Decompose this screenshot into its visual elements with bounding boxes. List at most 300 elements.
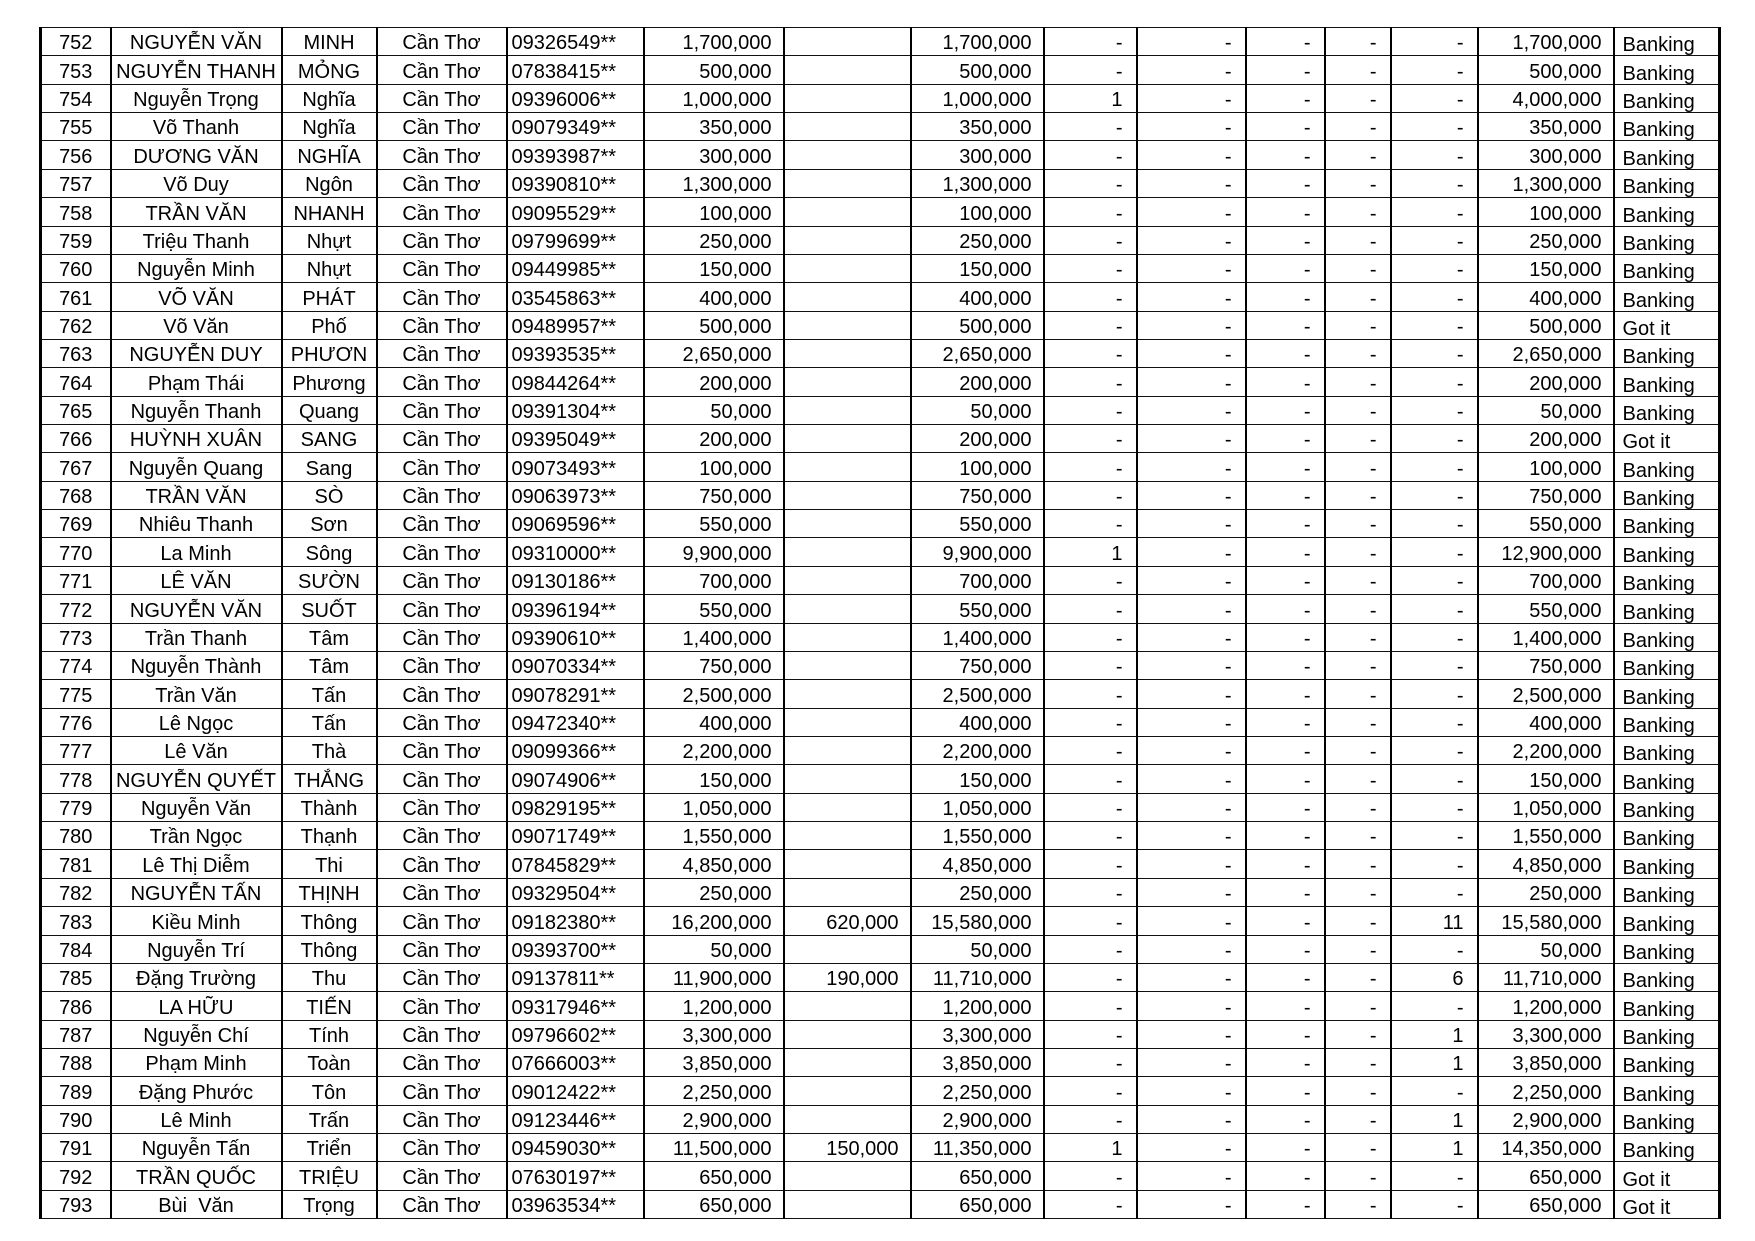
numeric-col-a-cell: -	[1044, 254, 1137, 282]
payment-method-cell: Banking	[1614, 708, 1720, 736]
total-cell: 200,000	[1478, 368, 1614, 396]
numeric-col-b-cell: -	[1137, 1020, 1246, 1048]
net-amount-cell: 2,900,000	[911, 1105, 1044, 1133]
payment-method-cell: Banking	[1614, 538, 1720, 566]
amount-cell: 1,700,000	[644, 28, 784, 56]
numeric-col-b-cell: -	[1137, 1190, 1246, 1218]
province-cell: Cần Thơ	[377, 141, 507, 169]
payment-method-cell: Banking	[1614, 623, 1720, 651]
numeric-col-c-cell: -	[1246, 198, 1325, 226]
payment-method-cell: Banking	[1614, 963, 1720, 991]
numeric-col-a-cell: -	[1044, 141, 1137, 169]
deduction-cell	[784, 28, 911, 56]
net-amount-cell: 3,300,000	[911, 1020, 1044, 1048]
numeric-col-c-cell: -	[1246, 736, 1325, 764]
deduction-cell	[784, 651, 911, 679]
numeric-col-e-cell: 1	[1391, 1020, 1478, 1048]
table-row	[41, 708, 1720, 736]
numeric-col-b-cell: -	[1137, 1162, 1246, 1190]
numeric-col-a-cell: -	[1044, 1162, 1137, 1190]
province-cell: Cần Thơ	[377, 481, 507, 509]
province-cell: Cần Thơ	[377, 1162, 507, 1190]
surname-cell: Kiều Minh	[111, 907, 282, 935]
row-number-cell: 775	[41, 680, 111, 708]
numeric-col-e-cell: 1	[1391, 1105, 1478, 1133]
deduction-cell	[784, 198, 911, 226]
row-number-cell: 772	[41, 595, 111, 623]
numeric-col-a-cell: -	[1044, 226, 1137, 254]
deduction-cell	[784, 1190, 911, 1218]
table-row	[41, 566, 1720, 594]
numeric-col-e-cell: -	[1391, 198, 1478, 226]
row-number-cell: 777	[41, 736, 111, 764]
total-cell: 2,200,000	[1478, 736, 1614, 764]
numeric-col-d-cell: -	[1325, 28, 1391, 56]
numeric-col-a-cell: -	[1044, 850, 1137, 878]
numeric-col-d-cell: -	[1325, 680, 1391, 708]
deduction-cell	[784, 935, 911, 963]
net-amount-cell: 3,850,000	[911, 1048, 1044, 1076]
numeric-col-a-cell: -	[1044, 396, 1137, 424]
given-name-cell: Thạnh	[282, 822, 377, 850]
numeric-col-d-cell: -	[1325, 339, 1391, 367]
numeric-col-a-cell: -	[1044, 510, 1137, 538]
payment-method-cell: Banking	[1614, 736, 1720, 764]
payment-method-cell: Banking	[1614, 651, 1720, 679]
payment-method-cell: Banking	[1614, 368, 1720, 396]
net-amount-cell: 11,350,000	[911, 1134, 1044, 1162]
net-amount-cell: 300,000	[911, 141, 1044, 169]
net-amount-cell: 150,000	[911, 765, 1044, 793]
table-row	[41, 169, 1720, 197]
phone-cell: 09799699**	[507, 226, 644, 254]
numeric-col-b-cell: -	[1137, 907, 1246, 935]
numeric-col-a-cell: -	[1044, 1077, 1137, 1105]
numeric-col-b-cell: -	[1137, 198, 1246, 226]
payment-method-cell: Banking	[1614, 878, 1720, 906]
total-cell: 3,300,000	[1478, 1020, 1614, 1048]
table-row	[41, 1190, 1720, 1218]
phone-cell: 09095529**	[507, 198, 644, 226]
province-cell: Cần Thơ	[377, 623, 507, 651]
numeric-col-d-cell: -	[1325, 1134, 1391, 1162]
surname-cell: Lê Ngọc	[111, 708, 282, 736]
deduction-cell	[784, 311, 911, 339]
total-cell: 700,000	[1478, 566, 1614, 594]
total-cell: 3,850,000	[1478, 1048, 1614, 1076]
numeric-col-a-cell: -	[1044, 339, 1137, 367]
total-cell: 400,000	[1478, 283, 1614, 311]
given-name-cell: Sơn	[282, 510, 377, 538]
phone-cell: 09393987**	[507, 141, 644, 169]
surname-cell: Trần Văn	[111, 680, 282, 708]
total-cell: 2,900,000	[1478, 1105, 1614, 1133]
amount-cell: 550,000	[644, 595, 784, 623]
phone-cell: 09069596**	[507, 510, 644, 538]
payment-method-cell: Got it	[1614, 311, 1720, 339]
numeric-col-a-cell: -	[1044, 595, 1137, 623]
amount-cell: 200,000	[644, 368, 784, 396]
net-amount-cell: 650,000	[911, 1162, 1044, 1190]
phone-cell: 09137811**	[507, 963, 644, 991]
amount-cell: 200,000	[644, 425, 784, 453]
given-name-cell: SUỐT	[282, 595, 377, 623]
net-amount-cell: 1,050,000	[911, 793, 1044, 821]
numeric-col-c-cell: -	[1246, 680, 1325, 708]
total-cell: 1,550,000	[1478, 822, 1614, 850]
given-name-cell: Tính	[282, 1020, 377, 1048]
row-number-cell: 756	[41, 141, 111, 169]
amount-cell: 300,000	[644, 141, 784, 169]
net-amount-cell: 500,000	[911, 311, 1044, 339]
numeric-col-c-cell: -	[1246, 339, 1325, 367]
amount-cell: 100,000	[644, 198, 784, 226]
table-row	[41, 623, 1720, 651]
table-row	[41, 368, 1720, 396]
numeric-col-d-cell: -	[1325, 1105, 1391, 1133]
net-amount-cell: 250,000	[911, 878, 1044, 906]
numeric-col-c-cell: -	[1246, 765, 1325, 793]
total-cell: 300,000	[1478, 141, 1614, 169]
deduction-cell	[784, 1162, 911, 1190]
given-name-cell: MINH	[282, 28, 377, 56]
total-cell: 500,000	[1478, 311, 1614, 339]
phone-cell: 09829195**	[507, 793, 644, 821]
total-cell: 150,000	[1478, 254, 1614, 282]
phone-cell: 09449985**	[507, 254, 644, 282]
numeric-col-b-cell: -	[1137, 481, 1246, 509]
table-row	[41, 822, 1720, 850]
surname-cell: NGUYỄN VĂN	[111, 28, 282, 56]
numeric-col-a-cell: -	[1044, 793, 1137, 821]
numeric-col-b-cell: -	[1137, 680, 1246, 708]
deduction-cell	[784, 396, 911, 424]
amount-cell: 11,500,000	[644, 1134, 784, 1162]
given-name-cell: Thà	[282, 736, 377, 764]
total-cell: 550,000	[1478, 595, 1614, 623]
numeric-col-c-cell: -	[1246, 708, 1325, 736]
payment-table	[39, 27, 1721, 1219]
numeric-col-b-cell: -	[1137, 538, 1246, 566]
total-cell: 400,000	[1478, 708, 1614, 736]
numeric-col-b-cell: -	[1137, 878, 1246, 906]
deduction-cell	[784, 765, 911, 793]
row-number-cell: 790	[41, 1105, 111, 1133]
phone-cell: 09326549**	[507, 28, 644, 56]
payment-method-cell: Banking	[1614, 566, 1720, 594]
table-row	[41, 1077, 1720, 1105]
payment-method-cell: Banking	[1614, 226, 1720, 254]
row-number-cell: 754	[41, 84, 111, 112]
table-row	[41, 28, 1720, 56]
surname-cell: TRẦN VĂN	[111, 198, 282, 226]
amount-cell: 3,300,000	[644, 1020, 784, 1048]
deduction-cell	[784, 822, 911, 850]
total-cell: 50,000	[1478, 396, 1614, 424]
total-cell: 4,850,000	[1478, 850, 1614, 878]
numeric-col-e-cell: -	[1391, 765, 1478, 793]
amount-cell: 400,000	[644, 283, 784, 311]
numeric-col-a-cell: -	[1044, 566, 1137, 594]
payment-method-cell: Banking	[1614, 56, 1720, 84]
total-cell: 1,050,000	[1478, 793, 1614, 821]
amount-cell: 2,650,000	[644, 339, 784, 367]
phone-cell: 09391304**	[507, 396, 644, 424]
table-row	[41, 453, 1720, 481]
province-cell: Cần Thơ	[377, 907, 507, 935]
table-row	[41, 1105, 1720, 1133]
deduction-cell	[784, 538, 911, 566]
amount-cell: 650,000	[644, 1190, 784, 1218]
surname-cell: Nguyễn Thanh	[111, 396, 282, 424]
total-cell: 100,000	[1478, 198, 1614, 226]
net-amount-cell: 50,000	[911, 396, 1044, 424]
total-cell: 4,000,000	[1478, 84, 1614, 112]
phone-cell: 07838415**	[507, 56, 644, 84]
phone-cell: 09123446**	[507, 1105, 644, 1133]
table-row	[41, 1162, 1720, 1190]
numeric-col-d-cell: -	[1325, 1077, 1391, 1105]
row-number-cell: 759	[41, 226, 111, 254]
given-name-cell: Quang	[282, 396, 377, 424]
numeric-col-e-cell: -	[1391, 141, 1478, 169]
amount-cell: 1,000,000	[644, 84, 784, 112]
table-row	[41, 339, 1720, 367]
row-number-cell: 752	[41, 28, 111, 56]
net-amount-cell: 200,000	[911, 368, 1044, 396]
total-cell: 2,500,000	[1478, 680, 1614, 708]
row-number-cell: 767	[41, 453, 111, 481]
total-cell: 2,650,000	[1478, 339, 1614, 367]
numeric-col-b-cell: -	[1137, 368, 1246, 396]
given-name-cell: THẮNG	[282, 765, 377, 793]
payment-method-cell: Banking	[1614, 822, 1720, 850]
given-name-cell: Sang	[282, 453, 377, 481]
row-number-cell: 771	[41, 566, 111, 594]
deduction-cell	[784, 425, 911, 453]
given-name-cell: Ngôn	[282, 169, 377, 197]
phone-cell: 09071749**	[507, 822, 644, 850]
net-amount-cell: 2,500,000	[911, 680, 1044, 708]
numeric-col-c-cell: -	[1246, 169, 1325, 197]
total-cell: 750,000	[1478, 481, 1614, 509]
given-name-cell: Trọng	[282, 1190, 377, 1218]
numeric-col-d-cell: -	[1325, 510, 1391, 538]
amount-cell: 2,500,000	[644, 680, 784, 708]
table-row	[41, 56, 1720, 84]
phone-cell: 09063973**	[507, 481, 644, 509]
numeric-col-e-cell: -	[1391, 56, 1478, 84]
province-cell: Cần Thơ	[377, 56, 507, 84]
numeric-col-b-cell: -	[1137, 566, 1246, 594]
numeric-col-e-cell: -	[1391, 1162, 1478, 1190]
net-amount-cell: 400,000	[911, 283, 1044, 311]
numeric-col-d-cell: -	[1325, 595, 1391, 623]
net-amount-cell: 2,650,000	[911, 339, 1044, 367]
numeric-col-d-cell: -	[1325, 992, 1391, 1020]
given-name-cell: Nghĩa	[282, 84, 377, 112]
numeric-col-b-cell: -	[1137, 84, 1246, 112]
surname-cell: NGUYỄN QUYẾT	[111, 765, 282, 793]
given-name-cell: Thu	[282, 963, 377, 991]
amount-cell: 2,200,000	[644, 736, 784, 764]
deduction-cell	[784, 226, 911, 254]
province-cell: Cần Thơ	[377, 453, 507, 481]
payment-method-cell: Banking	[1614, 1077, 1720, 1105]
phone-cell: 07666003**	[507, 1048, 644, 1076]
table-row	[41, 651, 1720, 679]
numeric-col-d-cell: -	[1325, 736, 1391, 764]
numeric-col-b-cell: -	[1137, 169, 1246, 197]
numeric-col-b-cell: -	[1137, 793, 1246, 821]
numeric-col-b-cell: -	[1137, 765, 1246, 793]
surname-cell: Lê Thị Diễm	[111, 850, 282, 878]
numeric-col-c-cell: -	[1246, 907, 1325, 935]
province-cell: Cần Thơ	[377, 339, 507, 367]
total-cell: 2,250,000	[1478, 1077, 1614, 1105]
amount-cell: 750,000	[644, 481, 784, 509]
payment-method-cell: Banking	[1614, 28, 1720, 56]
deduction-cell	[784, 793, 911, 821]
table-row	[41, 736, 1720, 764]
payment-method-cell: Banking	[1614, 1048, 1720, 1076]
deduction-cell	[784, 481, 911, 509]
table-row	[41, 481, 1720, 509]
given-name-cell: Toàn	[282, 1048, 377, 1076]
row-number-cell: 778	[41, 765, 111, 793]
numeric-col-d-cell: -	[1325, 368, 1391, 396]
deduction-cell	[784, 453, 911, 481]
numeric-col-a-cell: -	[1044, 822, 1137, 850]
province-cell: Cần Thơ	[377, 368, 507, 396]
numeric-col-a-cell: 1	[1044, 84, 1137, 112]
table-row	[41, 84, 1720, 112]
payment-method-cell: Banking	[1614, 254, 1720, 282]
total-cell: 1,300,000	[1478, 169, 1614, 197]
province-cell: Cần Thơ	[377, 28, 507, 56]
deduction-cell	[784, 254, 911, 282]
deduction-cell	[784, 566, 911, 594]
payment-method-cell: Banking	[1614, 935, 1720, 963]
numeric-col-d-cell: -	[1325, 226, 1391, 254]
province-cell: Cần Thơ	[377, 1077, 507, 1105]
numeric-col-b-cell: -	[1137, 226, 1246, 254]
surname-cell: Võ Văn	[111, 311, 282, 339]
numeric-col-c-cell: -	[1246, 1077, 1325, 1105]
numeric-col-c-cell: -	[1246, 311, 1325, 339]
province-cell: Cần Thơ	[377, 283, 507, 311]
deduction-cell	[784, 368, 911, 396]
province-cell: Cần Thơ	[377, 396, 507, 424]
surname-cell: Nhiêu Thanh	[111, 510, 282, 538]
payment-method-cell: Banking	[1614, 595, 1720, 623]
phone-cell: 09182380**	[507, 907, 644, 935]
total-cell: 15,580,000	[1478, 907, 1614, 935]
deduction-cell	[784, 1077, 911, 1105]
amount-cell: 4,850,000	[644, 850, 784, 878]
amount-cell: 3,850,000	[644, 1048, 784, 1076]
phone-cell: 09796602**	[507, 1020, 644, 1048]
numeric-col-e-cell: -	[1391, 254, 1478, 282]
phone-cell: 09073493**	[507, 453, 644, 481]
numeric-col-e-cell: -	[1391, 793, 1478, 821]
surname-cell: NGUYỄN VĂN	[111, 595, 282, 623]
payment-method-cell: Banking	[1614, 510, 1720, 538]
surname-cell: VÕ VĂN	[111, 283, 282, 311]
numeric-col-e-cell: -	[1391, 538, 1478, 566]
numeric-col-d-cell: -	[1325, 850, 1391, 878]
amount-cell: 150,000	[644, 254, 784, 282]
numeric-col-e-cell: -	[1391, 935, 1478, 963]
province-cell: Cần Thơ	[377, 708, 507, 736]
province-cell: Cần Thơ	[377, 226, 507, 254]
row-number-cell: 788	[41, 1048, 111, 1076]
table-row	[41, 935, 1720, 963]
numeric-col-d-cell: -	[1325, 113, 1391, 141]
numeric-col-b-cell: -	[1137, 1048, 1246, 1076]
row-number-cell: 762	[41, 311, 111, 339]
surname-cell: Nguyễn Tấn	[111, 1134, 282, 1162]
row-number-cell: 764	[41, 368, 111, 396]
numeric-col-d-cell: -	[1325, 651, 1391, 679]
surname-cell: NGUYỄN DUY	[111, 339, 282, 367]
province-cell: Cần Thơ	[377, 538, 507, 566]
numeric-col-c-cell: -	[1246, 935, 1325, 963]
amount-cell: 1,050,000	[644, 793, 784, 821]
numeric-col-a-cell: -	[1044, 736, 1137, 764]
numeric-col-b-cell: -	[1137, 339, 1246, 367]
surname-cell: Trần Ngọc	[111, 822, 282, 850]
numeric-col-e-cell: -	[1391, 339, 1478, 367]
numeric-col-a-cell: -	[1044, 1048, 1137, 1076]
province-cell: Cần Thơ	[377, 198, 507, 226]
total-cell: 150,000	[1478, 765, 1614, 793]
amount-cell: 550,000	[644, 510, 784, 538]
numeric-col-b-cell: -	[1137, 992, 1246, 1020]
surname-cell: Đặng Trường	[111, 963, 282, 991]
numeric-col-e-cell: -	[1391, 283, 1478, 311]
numeric-col-e-cell: -	[1391, 822, 1478, 850]
net-amount-cell: 1,400,000	[911, 623, 1044, 651]
table-row	[41, 907, 1720, 935]
row-number-cell: 758	[41, 198, 111, 226]
surname-cell: Phạm Thái	[111, 368, 282, 396]
province-cell: Cần Thơ	[377, 169, 507, 197]
deduction-cell	[784, 595, 911, 623]
numeric-col-c-cell: -	[1246, 793, 1325, 821]
numeric-col-c-cell: -	[1246, 538, 1325, 566]
numeric-col-b-cell: -	[1137, 453, 1246, 481]
province-cell: Cần Thơ	[377, 1134, 507, 1162]
numeric-col-c-cell: -	[1246, 1190, 1325, 1218]
phone-cell: 09844264**	[507, 368, 644, 396]
amount-cell: 250,000	[644, 878, 784, 906]
province-cell: Cần Thơ	[377, 878, 507, 906]
row-number-cell: 783	[41, 907, 111, 935]
payment-method-cell: Banking	[1614, 339, 1720, 367]
province-cell: Cần Thơ	[377, 84, 507, 112]
numeric-col-b-cell: -	[1137, 822, 1246, 850]
row-number-cell: 768	[41, 481, 111, 509]
surname-cell: NGUYỄN TẤN	[111, 878, 282, 906]
numeric-col-a-cell: 1	[1044, 1134, 1137, 1162]
table-row	[41, 425, 1720, 453]
numeric-col-c-cell: -	[1246, 1162, 1325, 1190]
total-cell: 11,710,000	[1478, 963, 1614, 991]
row-number-cell: 786	[41, 992, 111, 1020]
numeric-col-c-cell: -	[1246, 1134, 1325, 1162]
row-number-cell: 781	[41, 850, 111, 878]
